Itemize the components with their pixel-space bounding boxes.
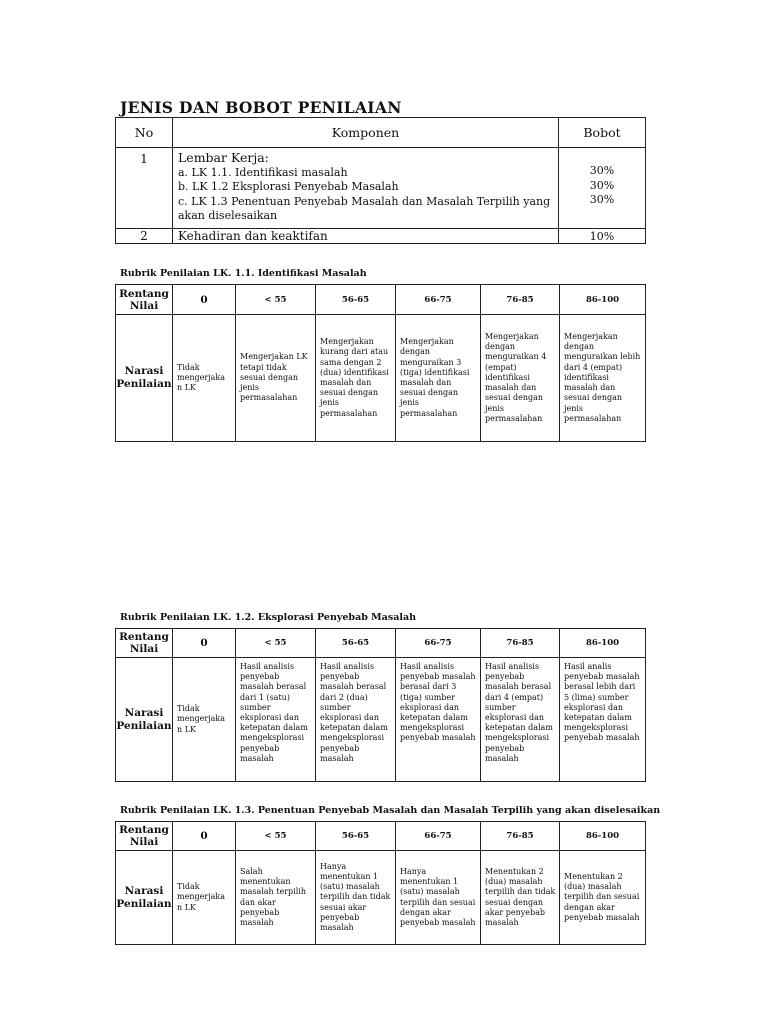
header-score: 66-75 [396, 822, 481, 851]
komponen-item: c. LK 1.3 Penentuan Penyebab Masalah dan Masalah Terpilih yang akan diselesaikan [178, 194, 551, 222]
header-score: 76-85 [481, 822, 560, 851]
rubric-cell: Menentukan 2 (dua) masalah terpilih dan tidak sesuai dengan akar penyebab masalah [481, 851, 560, 945]
header-score: 66-75 [396, 629, 481, 658]
header-score: 76-85 [481, 285, 560, 315]
header-score: < 55 [236, 629, 316, 658]
header-score: 56-65 [316, 285, 396, 315]
komponen-item: b. LK 1.2 Eksplorasi Penyebab Masalah [178, 180, 399, 193]
komponen-cell: Kehadiran dan keaktifan [173, 229, 559, 244]
rubric-cell: Hasil analisis penyebab masalah berasal dari 3 (tiga) sumber eksplorasi dan ketepatan dalam mengeksplorasi penyebab masalah [396, 658, 481, 782]
rubric-table-lk-1-2 [115, 628, 646, 782]
komponen-lead: Lembar Kerja: [178, 150, 269, 165]
bobot-table [115, 117, 646, 244]
komponen-item: a. LK 1.1. Identifikasi masalah [178, 165, 348, 179]
rubric-table-lk-1-1 [115, 284, 646, 442]
rubric-cell: Tidak mengerjaka n LK [173, 851, 236, 945]
rubric-cell: Salah menentukan masalah terpilih dan akar penyebab masalah [236, 851, 316, 945]
rubric-cell: Hasil analisis penyebab masalah berasal dari 1 (satu) sumber eksplorasi dan ketepatan dalam mengeksplorasi penyebab masalah [236, 658, 316, 782]
bobot-value: 30% [589, 178, 615, 192]
row-label-narasi: Narasi Penilaian [116, 851, 173, 945]
rubric-cell: Mengerjakan dengan menguraikan 4 (empat) identifikasi masalah dan sesuai dengan jenis permasalahan [481, 315, 560, 442]
header-komponen: Komponen [173, 118, 559, 148]
header-no: No [116, 118, 173, 148]
komponen-cell [173, 148, 559, 229]
bobot-value: 30% [589, 193, 615, 206]
bobot-value: 30% [589, 164, 615, 177]
row-label-narasi: Narasi Penilaian [116, 658, 173, 782]
header-score: 0 [173, 629, 236, 658]
row-number: 2 [116, 229, 173, 244]
header-score: 86-100 [560, 285, 646, 315]
header-score: 86-100 [560, 629, 646, 658]
header-score: 0 [173, 285, 236, 315]
rubric-cell: Mengerjakan dengan menguraikan lebih dari 4 (empat) identifikasi masalah dan sesuai dengan jenis permasalahan [560, 315, 646, 442]
rubric-cell: Hanya menentukan 1 (satu) masalah terpilih dan sesuai dengan akar penyebab masalah [396, 851, 481, 945]
header-rentang-nilai: Rentang Nilai [116, 822, 173, 851]
rubric-cell: Hasil analis penyebab masalah berasal lebih dari 5 (lima) sumber eksplorasi dan ketepatan dalam mengeksplorasi penyebab masalah [560, 658, 646, 782]
rubric-cell: Menentukan 2 (dua) masalah terpilih dan sesuai dengan akar penyebab masalah [560, 851, 646, 945]
header-score: 86-100 [560, 822, 646, 851]
page-title: JENIS DAN BOBOT PENILAIAN [120, 98, 402, 117]
header-score: < 55 [236, 285, 316, 315]
header-bobot: Bobot [559, 118, 646, 148]
rubric-cell: Mengerjakan kurang dari atau sama dengan 2 (dua) identifikasi masalah dan sesuai dengan jenis permasalahan [316, 315, 396, 442]
rubric-cell: Hasil analisis penyebab masalah berasal dari 2 (dua) sumber eksplorasi dan ketepatan dalam mengeksplorasi penyebab masalah [316, 658, 396, 782]
header-score: 56-65 [316, 822, 396, 851]
header-score: 66-75 [396, 285, 481, 315]
rubric-caption: Rubrik Penilaian LK. 1.2. Eksplorasi Penyebab Masalah [120, 612, 417, 623]
header-score: < 55 [236, 822, 316, 851]
rubric-caption: Rubrik Penilaian LK. 1.3. Penentuan Penyebab Masalah dan Masalah Terpilih yang akan diselesaikan [120, 805, 661, 816]
header-rentang-nilai: Rentang Nilai [116, 285, 173, 315]
bobot-cell [559, 148, 646, 229]
rubric-table-lk-1-3 [115, 821, 646, 945]
bobot-value: 10% [559, 229, 646, 244]
header-score: 0 [173, 822, 236, 851]
rubric-cell: Tidak mengerjaka n LK [173, 658, 236, 782]
rubric-cell: Hasil analisis penyebab masalah berasal dari 4 (empat) sumber eksplorasi dan ketepatan dalam mengeksplorasi penyebab masalah [481, 658, 560, 782]
rubric-cell: Mengerjakan LK tetapi tidak sesuai dengan jenis permasalahan [236, 315, 316, 442]
rubric-caption: Rubrik Penilaian LK. 1.1. Identifikasi Masalah [120, 268, 367, 279]
rubric-cell: Mengerjakan dengan menguraikan 3 (tiga) identifikasi masalah dan sesuai dengan jenis permasalahan [396, 315, 481, 442]
header-score: 76-85 [481, 629, 560, 658]
header-score: 56-65 [316, 629, 396, 658]
row-label-narasi: Narasi Penilaian [116, 315, 173, 442]
rubric-cell: Hanya menentukan 1 (satu) masalah terpilih dan tidak sesuai akar penyebab masalah [316, 851, 396, 945]
row-number: 1 [116, 148, 173, 229]
header-rentang-nilai: Rentang Nilai [116, 629, 173, 658]
rubric-cell: Tidak mengerjaka n LK [173, 315, 236, 442]
